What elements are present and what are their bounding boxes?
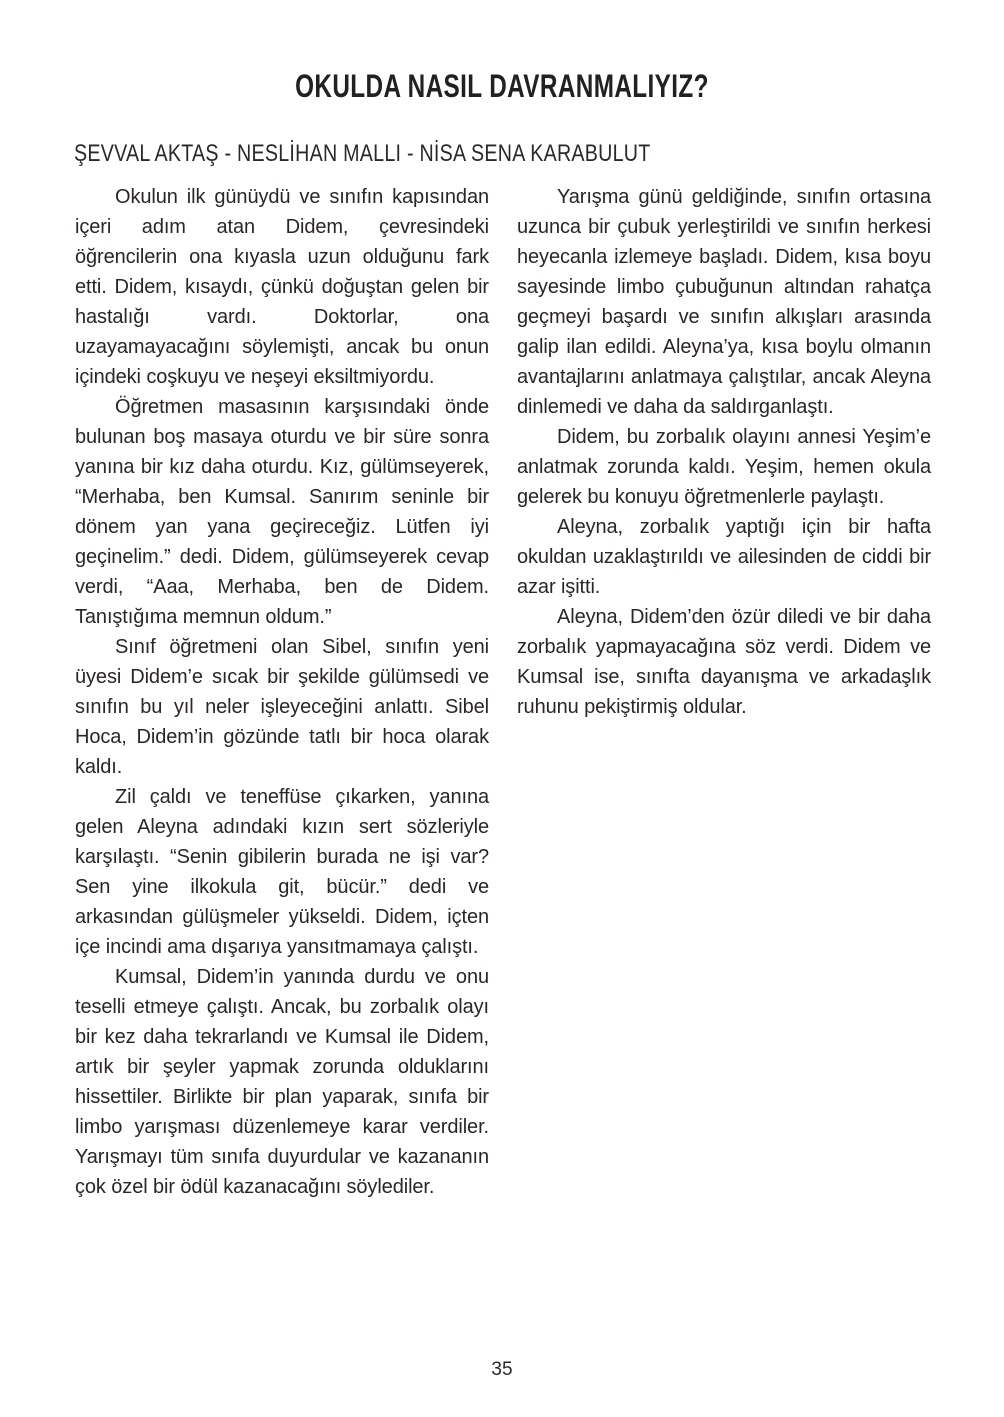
right-column: [517, 182, 931, 1202]
page-number: 35: [491, 1359, 513, 1380]
paragraph: Okulun ilk günüydü ve sınıfın kapısından içeri adım atan Didem, çevresindeki öğrencilerin ona kıyasla uzun olduğunu fark etti. Didem, kısaydı, çünkü doğuştan gelen bir hastalığı vardı. Doktorlar, ona uzayamayacağını söylemişti, ancak bu onun içindeki coşkuyu ve neşeyi eksiltmiyordu.: [75, 186, 489, 388]
paragraph: Yarışma günü geldiğinde, sınıfın ortasına uzunca bir çubuk yerleştirildi ve sınıfın herkesi heyecanla izlemeye başladı. Didem, kısa boyu sayesinde limbo çubuğunun altından rahatça geçmeyi başardı ve sınıfın alkışları arasında galip ilan edildi. Aleyna’ya, kısa boylu olmanın avantajlarını anlatmaya çalıştılar, ancak Aleyna dinlemedi ve daha da saldırganlaştı.: [517, 186, 931, 418]
paragraph: Zil çaldı ve teneffüse çıkarken, yanına gelen Aleyna adındaki kızın sert sözleriyle karşılaştı. “Senin gibilerin burada ne işi var? Sen yine ilkokula git, bücür.” dedi ve arkasından gülüşmeler yükseldi. Didem, içten içe incindi ama dışarıya yansıtmamaya çalıştı.: [75, 786, 489, 958]
page-title: OKULDA NASIL DAVRANMALIYIZ?: [295, 68, 709, 104]
paragraph: Aleyna, Didem’den özür diledi ve bir daha zorbalık yapmayacağına söz verdi. Didem ve Kumsal ise, sınıfta dayanışma ve arkadaşlık ruhunu pekiştirmiş oldular.: [517, 606, 931, 718]
paragraph: Didem, bu zorbalık olayını annesi Yeşim’e anlatmak zorunda kaldı. Yeşim, hemen okula gelerek bu konuyu öğretmenlerle paylaştı.: [517, 426, 931, 508]
paragraph: Sınıf öğretmeni olan Sibel, sınıfın yeni üyesi Didem’e sıcak bir şekilde gülümsedi ve sınıfın bu yıl neler işleyeceğini anlattı. Sibel Hoca, Didem’in gözünde tatlı bir hoca olarak kaldı.: [75, 636, 489, 778]
article-authors: ŞEVVAL AKTAŞ - NESLİHAN MALLI - NİSA SENA KARABULUT: [74, 140, 651, 167]
left-column: [75, 182, 489, 1202]
article-body: [75, 182, 931, 1202]
paragraph: Aleyna, zorbalık yaptığı için bir hafta okuldan uzaklaştırıldı ve ailesinden de ciddi bir azar işitti.: [517, 516, 931, 598]
paragraph: Kumsal, Didem’in yanında durdu ve onu teselli etmeye çalıştı. Ancak, bu zorbalık olayı bir kez daha tekrarlandı ve Kumsal ile Didem, artık bir şeyler yapmak zorunda olduklarını hissettiler. Birlikte bir plan yaparak, sınıfa bir limbo yarışması düzenlemeye karar verdiler. Yarışmayı tüm sınıfa duyurdular ve kazananın çok özel bir ödül kazanacağını söylediler.: [75, 966, 489, 1198]
paragraph: Öğretmen masasının karşısındaki önde bulunan boş masaya oturdu ve bir süre sonra yanına bir kız daha oturdu. Kız, gülümseyerek, “Merhaba, ben Kumsal. Sanırım seninle bir dönem yan yana geçireceğiz. Lütfen iyi geçinelim.” dedi. Didem, gülümseyerek cevap verdi, “Aaa, Merhaba, ben de Didem. Tanıştığıma memnun oldum.”: [75, 396, 489, 628]
